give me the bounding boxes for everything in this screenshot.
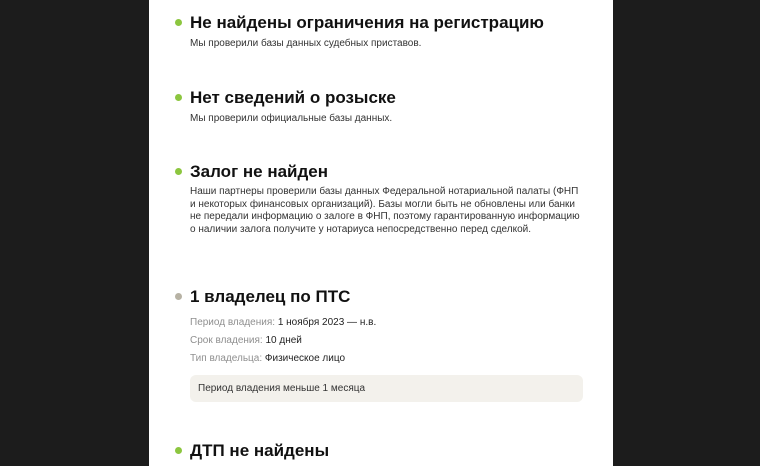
status-ok-dot-icon bbox=[175, 94, 182, 101]
status-neutral-dot-icon bbox=[175, 293, 182, 300]
owner-type-label: Тип владельца: bbox=[190, 353, 263, 364]
pledge-title: Залог не найден bbox=[190, 162, 329, 181]
ownership-duration-label: Срок владения: bbox=[190, 335, 263, 346]
ownership-duration-row bbox=[190, 335, 302, 347]
wanted-status-title: Нет сведений о розыске bbox=[190, 88, 396, 107]
status-ok-dot-icon bbox=[175, 447, 182, 454]
status-ok-dot-icon bbox=[175, 168, 182, 175]
ownership-duration-value: 10 дней bbox=[265, 335, 302, 346]
wanted-status-description: Мы проверили официальные базы данных. bbox=[190, 113, 393, 124]
owners-title: 1 владелец по ПТС bbox=[190, 287, 351, 306]
status-ok-dot-icon bbox=[175, 19, 182, 26]
ownership-period-label: Период владения: bbox=[190, 317, 276, 328]
registration-restrictions-description: Мы проверили базы данных судебных приставов. bbox=[190, 38, 422, 49]
accidents-title: ДТП не найдены bbox=[190, 441, 330, 460]
ownership-period-row bbox=[190, 317, 376, 329]
ownership-period-value: 1 ноября 2023 — н.в. bbox=[277, 317, 377, 328]
owner-type-value: Физическое лицо bbox=[264, 353, 346, 364]
ownership-note: Период владения меньше 1 месяца bbox=[190, 375, 583, 402]
pledge-description: Наши партнеры проверили базы данных Федеральной нотариальной палаты (ФНП и некоторых финансовых организаций). Базы могли быть не обновлены или банки не передали информацию о залоге в ФНП, поэтому гарантированную информацию о наличии залога получите у нотариуса непосредственно перед сделкой. bbox=[190, 186, 580, 235]
registration-restrictions-title: Не найдены ограничения на регистрацию bbox=[190, 13, 544, 32]
report-panel bbox=[149, 0, 613, 466]
owner-type-row bbox=[190, 353, 345, 365]
